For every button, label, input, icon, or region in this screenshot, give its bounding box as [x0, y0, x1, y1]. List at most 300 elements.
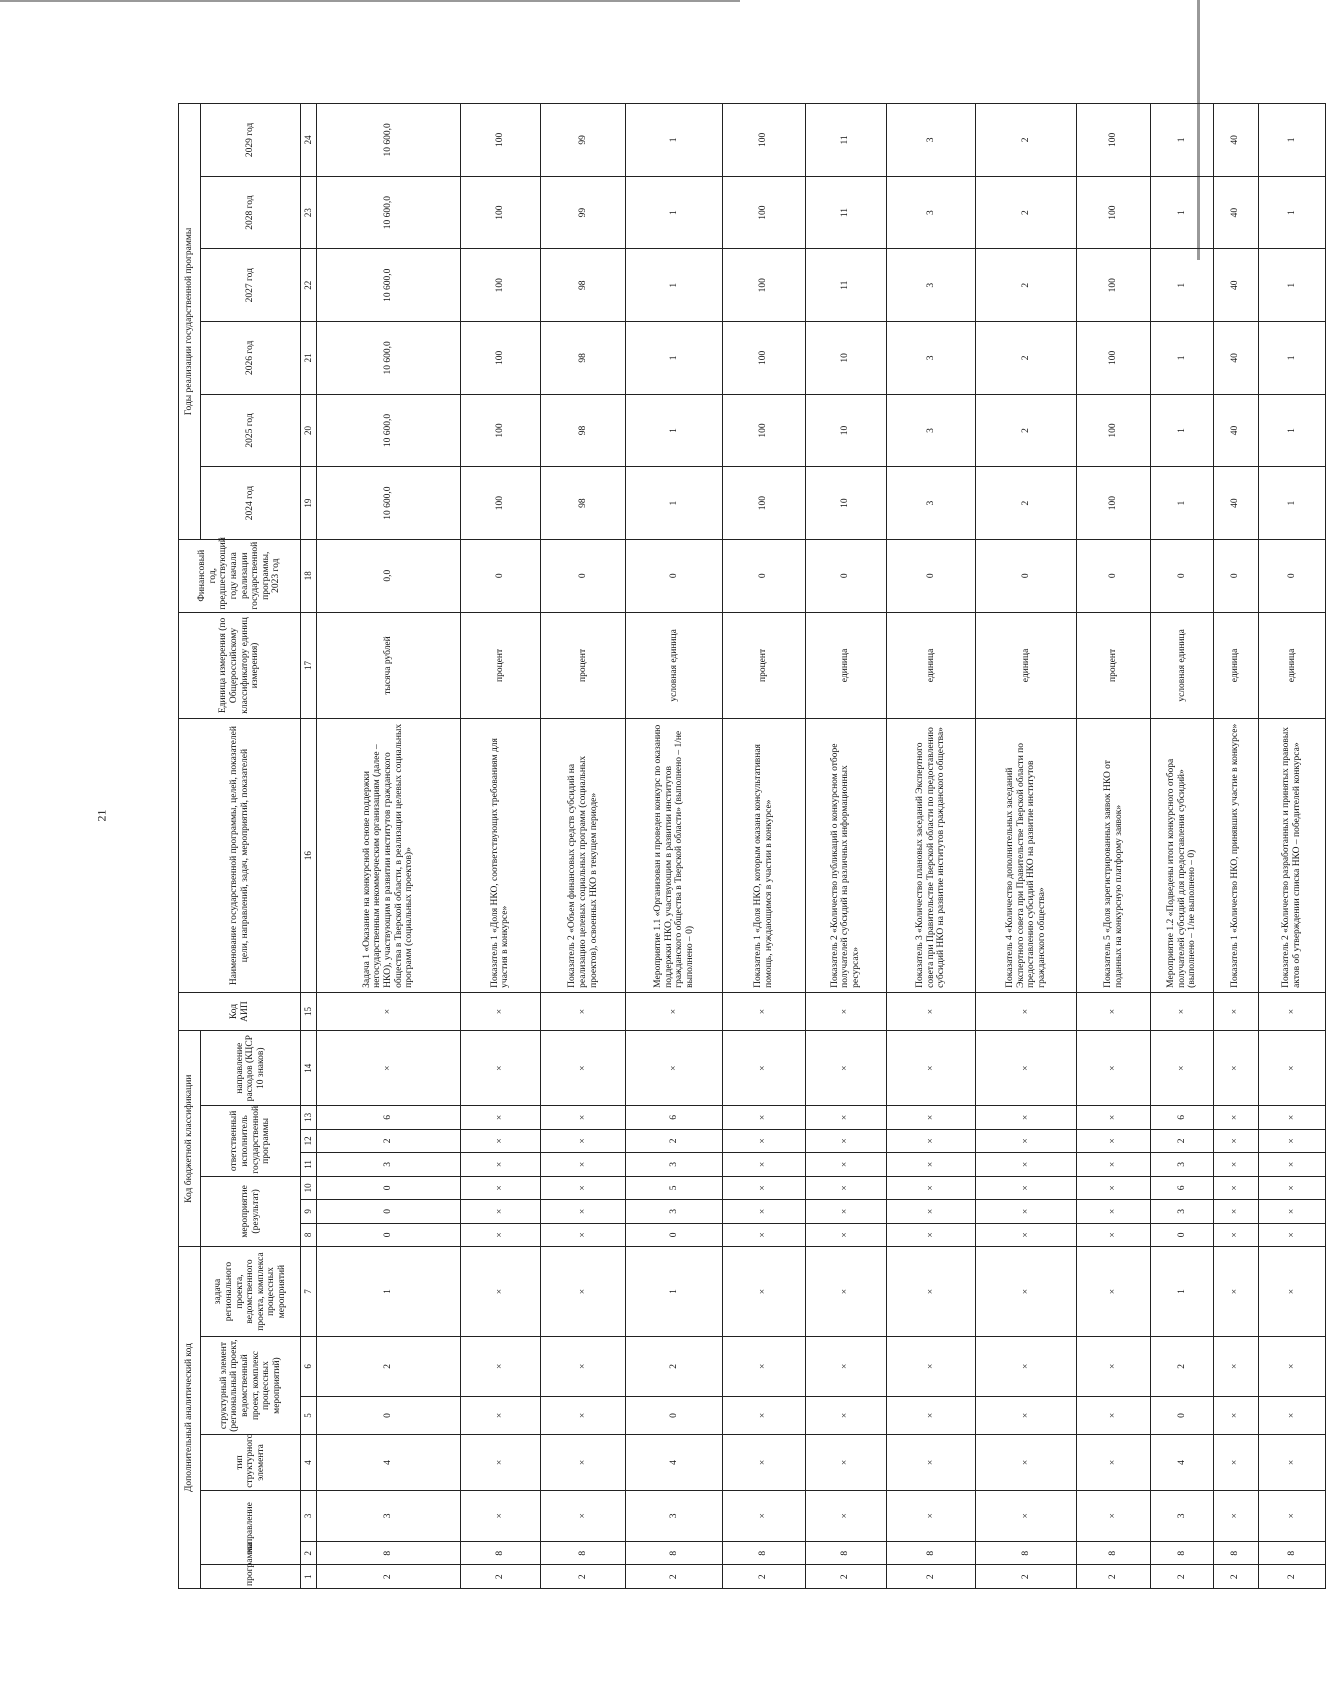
- code-cell: ×: [722, 1153, 805, 1177]
- code-cell: ×: [460, 1106, 541, 1130]
- code-cell: 2: [626, 1565, 722, 1589]
- code-cell: ×: [1213, 1247, 1258, 1337]
- code-cell: 2: [886, 1565, 976, 1589]
- column-number: 15: [301, 992, 317, 1030]
- code-cell: ×: [976, 1247, 1077, 1337]
- code-cell: 2: [805, 1565, 886, 1589]
- code-cell: ×: [1258, 1129, 1325, 1153]
- base-year-value-cell: 0: [541, 539, 626, 612]
- code-cell: ×: [805, 992, 886, 1030]
- code-cell: ×: [1077, 1106, 1151, 1130]
- code-cell: 2: [626, 1129, 722, 1153]
- base-year-header: Финансовый год, предшествующий году начала реализации государственной программы, 2023 год: [179, 539, 301, 612]
- code-cell: ×: [976, 992, 1077, 1030]
- code-cell: ×: [1151, 1031, 1214, 1106]
- code-cell: ×: [976, 1176, 1077, 1200]
- code-cell: ×: [805, 1435, 886, 1491]
- code-cell: 8: [1077, 1542, 1151, 1566]
- year-value-cell: 100: [722, 394, 805, 467]
- column-number: 5: [301, 1396, 317, 1434]
- code-cell: 0: [1151, 1396, 1214, 1434]
- unit-cell: единица: [1258, 612, 1325, 719]
- code-cell: ×: [886, 1247, 976, 1337]
- code-cell: 1: [1151, 1247, 1214, 1337]
- code-cell: ×: [722, 1106, 805, 1130]
- code-cell: 8: [541, 1542, 626, 1566]
- code-cell: 8: [1151, 1542, 1214, 1566]
- base-year-value-cell: 0: [460, 539, 541, 612]
- year-value-cell: 100: [722, 249, 805, 322]
- code-cell: 8: [722, 1542, 805, 1566]
- year-value-cell: 100: [460, 176, 541, 249]
- code-cell: ×: [460, 1247, 541, 1337]
- year-2029-header: 2029 год: [201, 104, 301, 177]
- year-value-cell: 100: [460, 467, 541, 540]
- code-cell: 0: [317, 1200, 461, 1224]
- code-cell: 2: [317, 1129, 461, 1153]
- indicator-name-cell: Показатель 2 «Объем финансовых средств субсидий на реализацию целевых социальных программ (социальных проектов), освоенных НКО в текущем периоде»: [541, 719, 626, 992]
- column-number: 10: [301, 1176, 317, 1200]
- year-value-cell: 3: [886, 467, 976, 540]
- program-header: программа: [201, 1565, 301, 1589]
- indicator-name-cell: Показатель 2 «Количество разработанных и принятых правовых актов об утверждении списка НКО – победителей конкурса»: [1258, 719, 1325, 992]
- year-value-cell: 100: [722, 322, 805, 395]
- page-number: 21: [94, 809, 109, 822]
- code-cell: ×: [1258, 1176, 1325, 1200]
- code-cell: ×: [722, 1336, 805, 1396]
- rotated-table-container: [178, 103, 1326, 1589]
- code-cell: ×: [1258, 1336, 1325, 1396]
- code-cell: ×: [1077, 1176, 1151, 1200]
- code-cell: 2: [541, 1565, 626, 1589]
- code-cell: ×: [460, 1396, 541, 1434]
- year-value-cell: 1: [626, 104, 722, 177]
- year-2024-header: 2024 год: [201, 467, 301, 540]
- code-cell: ×: [1258, 1490, 1325, 1541]
- code-cell: 2: [976, 1565, 1077, 1589]
- year-value-cell: 10 600,0: [317, 467, 461, 540]
- code-cell: 2: [626, 1336, 722, 1396]
- code-cell: ×: [460, 1129, 541, 1153]
- code-cell: ×: [1258, 1435, 1325, 1491]
- code-cell: ×: [805, 1200, 886, 1224]
- code-cell: ×: [805, 1153, 886, 1177]
- year-value-cell: 11: [805, 104, 886, 177]
- column-number: 16: [301, 719, 317, 992]
- year-value-cell: 98: [541, 467, 626, 540]
- code-cell: ×: [1077, 1200, 1151, 1224]
- code-cell: ×: [886, 1435, 976, 1491]
- column-number: 23: [301, 176, 317, 249]
- unit-cell: тысяча рублей: [317, 612, 461, 719]
- unit-cell: условная единица: [626, 612, 722, 719]
- code-cell: 4: [317, 1435, 461, 1491]
- code-cell: ×: [541, 1200, 626, 1224]
- code-cell: ×: [1258, 1200, 1325, 1224]
- code-cell: ×: [541, 1435, 626, 1491]
- code-cell: 0: [317, 1396, 461, 1434]
- indicator-name-cell: Задача 1 «Оказание на конкурсной основе поддержки негосударственным некоммерческим организациям (далее – НКО), участвующим в развитии институтов гражданского общества в Тверской области, в реализации целевых социальных программ (социальных проектов)»: [317, 719, 461, 992]
- code-cell: ×: [1151, 992, 1214, 1030]
- base-year-value-cell: 0: [1213, 539, 1258, 612]
- code-cell: 6: [317, 1106, 461, 1130]
- unit-cell: процент: [541, 612, 626, 719]
- base-year-value-cell: 0: [976, 539, 1077, 612]
- year-value-cell: 100: [460, 322, 541, 395]
- column-number: 2: [301, 1542, 317, 1566]
- column-number: 6: [301, 1336, 317, 1396]
- code-cell: 8: [317, 1542, 461, 1566]
- year-value-cell: 10 600,0: [317, 176, 461, 249]
- code-cell: ×: [1077, 1336, 1151, 1396]
- year-value-cell: 10: [805, 322, 886, 395]
- year-value-cell: 1: [626, 249, 722, 322]
- table-row: [626, 104, 722, 1589]
- indicator-name-cell: Показатель 1 «Количество НКО, принявших участие в конкурсе»: [1213, 719, 1258, 992]
- column-number: 18: [301, 539, 317, 612]
- code-cell: ×: [886, 1223, 976, 1247]
- code-cell: ×: [460, 992, 541, 1030]
- code-cell: ×: [541, 1396, 626, 1434]
- column-number: 9: [301, 1200, 317, 1224]
- code-cell: ×: [886, 1200, 976, 1224]
- year-value-cell: 100: [722, 176, 805, 249]
- code-cell: ×: [805, 1490, 886, 1541]
- code-cell: ×: [976, 1396, 1077, 1434]
- year-value-cell: 10: [805, 394, 886, 467]
- indicator-name-cell: Показатель 5 «Доля зарегистрированных заявок НКО от поданных на конкурсную платформу заявок»: [1077, 719, 1151, 992]
- code-cell: ×: [976, 1106, 1077, 1130]
- year-value-cell: 1: [1151, 467, 1214, 540]
- year-value-cell: 40: [1213, 322, 1258, 395]
- year-value-cell: 3: [886, 394, 976, 467]
- code-cell: ×: [1213, 1153, 1258, 1177]
- code-cell: 3: [626, 1153, 722, 1177]
- code-cell: ×: [541, 1490, 626, 1541]
- code-cell: ×: [722, 1200, 805, 1224]
- year-value-cell: 100: [1077, 249, 1151, 322]
- base-year-value-cell: 0: [805, 539, 886, 612]
- code-cell: ×: [1213, 1490, 1258, 1541]
- code-cell: ×: [886, 1153, 976, 1177]
- code-cell: ×: [886, 1336, 976, 1396]
- year-value-cell: 1: [626, 322, 722, 395]
- code-cell: ×: [976, 1336, 1077, 1396]
- code-cell: ×: [886, 992, 976, 1030]
- code-cell: ×: [1213, 1396, 1258, 1434]
- code-cell: ×: [1077, 1129, 1151, 1153]
- code-cell: 1: [317, 1247, 461, 1337]
- code-cell: 6: [626, 1106, 722, 1130]
- indicator-name-cell: Показатель 4 «Количество дополнительных заседаний Экспертного совета при Правительстве Тверской области по предоставлению субсидий НКО на развитие институтов гражданского общества»: [976, 719, 1077, 992]
- unit-header: Единица измерения (по Общероссийскому классификатору единиц измерения): [179, 612, 301, 719]
- code-cell: 0: [1151, 1223, 1214, 1247]
- year-value-cell: 10 600,0: [317, 104, 461, 177]
- column-number: 22: [301, 249, 317, 322]
- table-row: [805, 104, 886, 1589]
- year-value-cell: 1: [626, 394, 722, 467]
- code-cell: 3: [317, 1490, 461, 1541]
- code-cell: ×: [1258, 1106, 1325, 1130]
- year-value-cell: 3: [886, 176, 976, 249]
- code-cell: ×: [1258, 1396, 1325, 1434]
- direction-header: направление: [201, 1490, 301, 1565]
- unit-cell: процент: [460, 612, 541, 719]
- code-cell: 3: [1151, 1490, 1214, 1541]
- code-cell: ×: [886, 1490, 976, 1541]
- code-cell: ×: [460, 1200, 541, 1224]
- column-number: 1: [301, 1565, 317, 1589]
- code-cell: ×: [317, 1031, 461, 1106]
- code-cell: 0: [626, 1396, 722, 1434]
- code-cell: ×: [722, 1490, 805, 1541]
- code-cell: ×: [1077, 992, 1151, 1030]
- code-cell: 3: [626, 1200, 722, 1224]
- code-cell: 6: [1151, 1106, 1214, 1130]
- column-number: 24: [301, 104, 317, 177]
- code-cell: 3: [317, 1153, 461, 1177]
- column-number: 19: [301, 467, 317, 540]
- code-cell: 4: [1151, 1435, 1214, 1491]
- code-cell: 4: [626, 1435, 722, 1491]
- code-cell: ×: [1213, 1031, 1258, 1106]
- code-cell: ×: [1213, 1106, 1258, 1130]
- code-cell: ×: [541, 1176, 626, 1200]
- year-value-cell: 1: [1258, 394, 1325, 467]
- code-cell: 0: [626, 1223, 722, 1247]
- year-value-cell: 100: [1077, 104, 1151, 177]
- code-cell: ×: [1213, 1200, 1258, 1224]
- element-type-header: тип структурного элемента: [201, 1435, 301, 1491]
- years-group-header: Годы реализации государственной программы: [179, 104, 201, 540]
- code-cell: ×: [805, 1129, 886, 1153]
- year-value-cell: 98: [541, 394, 626, 467]
- year-value-cell: 1: [1258, 176, 1325, 249]
- code-cell: 2: [1213, 1565, 1258, 1589]
- code-cell: ×: [460, 1223, 541, 1247]
- base-year-value-cell: 0,0: [317, 539, 461, 612]
- code-cell: ×: [722, 992, 805, 1030]
- indicator-name-cell: Показатель 1 «Доля НКО, соответствующих требованиям для участия в конкурсе»: [460, 719, 541, 992]
- code-cell: ×: [886, 1031, 976, 1106]
- code-cell: ×: [1213, 992, 1258, 1030]
- column-number: 20: [301, 394, 317, 467]
- code-cell: ×: [1258, 1247, 1325, 1337]
- year-value-cell: 1: [626, 467, 722, 540]
- name-header: Наименование государственной программы, целей, показателей цели, направлений, задач, мероприятий, показателей: [179, 719, 301, 992]
- code-cell: ×: [1077, 1153, 1151, 1177]
- code-cell: ×: [805, 1336, 886, 1396]
- indicator-name-cell: Показатель 3 «Количество плановых заседаний Экспертного совета при Правительстве Тверской области по предоставлению субсидий НКО на развитие институтов гражданского общества»: [886, 719, 976, 992]
- code-cell: 3: [626, 1490, 722, 1541]
- year-value-cell: 2: [976, 176, 1077, 249]
- table-row: [460, 104, 541, 1589]
- code-cell: ×: [722, 1129, 805, 1153]
- table-row: [1213, 104, 1258, 1589]
- expense-direction-header: направление расходов (КЦСР 10 знаков): [201, 1031, 301, 1106]
- code-cell: ×: [886, 1176, 976, 1200]
- aip-code-header: Код АИП: [179, 992, 301, 1030]
- year-value-cell: 1: [1258, 104, 1325, 177]
- year-2028-header: 2028 год: [201, 176, 301, 249]
- year-value-cell: 3: [886, 104, 976, 177]
- code-cell: ×: [541, 1106, 626, 1130]
- year-value-cell: 2: [976, 467, 1077, 540]
- code-cell: ×: [460, 1153, 541, 1177]
- code-cell: 0: [317, 1176, 461, 1200]
- code-cell: 8: [805, 1542, 886, 1566]
- code-cell: ×: [722, 1176, 805, 1200]
- code-cell: ×: [1213, 1129, 1258, 1153]
- code-cell: 1: [626, 1247, 722, 1337]
- indicator-name-cell: Показатель 2 «Количество публикаций о конкурсном отборе получателей субсидий на различных информационных ресурсах»: [805, 719, 886, 992]
- column-number: 13: [301, 1106, 317, 1130]
- code-cell: ×: [460, 1336, 541, 1396]
- analytic-code-header: Дополнительный аналитический код: [179, 1247, 201, 1589]
- year-value-cell: 100: [1077, 467, 1151, 540]
- code-cell: ×: [541, 1247, 626, 1337]
- year-value-cell: 1: [1151, 104, 1214, 177]
- unit-cell: единица: [1213, 612, 1258, 719]
- year-value-cell: 100: [460, 394, 541, 467]
- code-cell: ×: [976, 1129, 1077, 1153]
- code-cell: ×: [1258, 1153, 1325, 1177]
- code-cell: 2: [1258, 1565, 1325, 1589]
- code-cell: ×: [626, 992, 722, 1030]
- year-value-cell: 40: [1213, 104, 1258, 177]
- code-cell: ×: [805, 1106, 886, 1130]
- code-cell: ×: [976, 1200, 1077, 1224]
- code-cell: ×: [1077, 1490, 1151, 1541]
- code-cell: ×: [317, 992, 461, 1030]
- code-cell: ×: [1077, 1247, 1151, 1337]
- code-cell: ×: [805, 1176, 886, 1200]
- year-value-cell: 1: [1151, 394, 1214, 467]
- code-cell: ×: [722, 1223, 805, 1247]
- column-number: 4: [301, 1435, 317, 1491]
- year-value-cell: 100: [460, 104, 541, 177]
- unit-cell: единица: [805, 612, 886, 719]
- year-value-cell: 99: [541, 176, 626, 249]
- code-cell: ×: [1077, 1396, 1151, 1434]
- code-cell: ×: [805, 1223, 886, 1247]
- table-row: [976, 104, 1077, 1589]
- year-value-cell: 100: [1077, 176, 1151, 249]
- code-cell: ×: [722, 1031, 805, 1106]
- code-cell: ×: [722, 1396, 805, 1434]
- column-number: 14: [301, 1031, 317, 1106]
- code-cell: 6: [1151, 1176, 1214, 1200]
- code-cell: ×: [541, 1153, 626, 1177]
- code-cell: ×: [541, 1129, 626, 1153]
- unit-cell: процент: [722, 612, 805, 719]
- scan-top-edge: [0, 0, 740, 2]
- code-cell: ×: [1213, 1336, 1258, 1396]
- year-2026-header: 2026 год: [201, 322, 301, 395]
- year-value-cell: 98: [541, 322, 626, 395]
- year-value-cell: 1: [1151, 176, 1214, 249]
- code-cell: ×: [886, 1106, 976, 1130]
- year-value-cell: 11: [805, 249, 886, 322]
- base-year-value-cell: 0: [1151, 539, 1214, 612]
- code-cell: ×: [976, 1153, 1077, 1177]
- year-value-cell: 1: [1151, 322, 1214, 395]
- code-cell: ×: [722, 1247, 805, 1337]
- code-cell: ×: [805, 1247, 886, 1337]
- table-row: [1077, 104, 1151, 1589]
- executor-header: ответственный исполнитель государственной программы: [201, 1106, 301, 1177]
- column-number: 3: [301, 1490, 317, 1541]
- code-cell: ×: [1213, 1223, 1258, 1247]
- base-year-value-cell: 0: [722, 539, 805, 612]
- code-cell: 8: [886, 1542, 976, 1566]
- code-cell: ×: [1258, 1223, 1325, 1247]
- task-header: задача регионального проекта, ведомственного проекта, комплекса процессных мероприятий: [201, 1247, 301, 1337]
- unit-cell: условная единица: [1151, 612, 1214, 719]
- program-indicators-table: [178, 103, 1326, 1589]
- unit-cell: процент: [1077, 612, 1151, 719]
- table-row: [541, 104, 626, 1589]
- structural-element-header: структурный элемент (региональный проект, ведомственный проект, комплекс процессных мероприятий): [201, 1336, 301, 1434]
- year-value-cell: 1: [1258, 467, 1325, 540]
- code-cell: 8: [460, 1542, 541, 1566]
- year-value-cell: 40: [1213, 249, 1258, 322]
- base-year-value-cell: 0: [1077, 539, 1151, 612]
- code-cell: ×: [722, 1435, 805, 1491]
- table-row: [1258, 104, 1325, 1589]
- code-cell: 2: [317, 1336, 461, 1396]
- table-body: [317, 104, 1326, 1589]
- column-number: 21: [301, 322, 317, 395]
- code-cell: ×: [886, 1129, 976, 1153]
- year-value-cell: 100: [460, 249, 541, 322]
- column-number-row: [301, 104, 317, 1589]
- code-cell: 3: [1151, 1200, 1214, 1224]
- indicator-name-cell: Мероприятие 1.1 «Организован и проведен конкурс по оказанию поддержки НКО, участвующим в развитии институтов гражданского общества в Тверской области» (выполнено – 1/не выполнено – 0): [626, 719, 722, 992]
- base-year-value-cell: 0: [1258, 539, 1325, 612]
- code-cell: ×: [805, 1396, 886, 1434]
- table-row: [886, 104, 976, 1589]
- unit-cell: единица: [886, 612, 976, 719]
- code-cell: 5: [626, 1176, 722, 1200]
- base-year-value-cell: 0: [626, 539, 722, 612]
- year-value-cell: 100: [1077, 394, 1151, 467]
- code-cell: ×: [460, 1435, 541, 1491]
- year-value-cell: 40: [1213, 467, 1258, 540]
- base-year-value-cell: 0: [886, 539, 976, 612]
- year-value-cell: 99: [541, 104, 626, 177]
- year-value-cell: 10 600,0: [317, 249, 461, 322]
- code-cell: ×: [886, 1396, 976, 1434]
- year-value-cell: 10: [805, 467, 886, 540]
- code-cell: ×: [976, 1223, 1077, 1247]
- year-value-cell: 40: [1213, 176, 1258, 249]
- code-cell: 8: [976, 1542, 1077, 1566]
- year-value-cell: 1: [626, 176, 722, 249]
- code-cell: 2: [1151, 1129, 1214, 1153]
- code-cell: 8: [1258, 1542, 1325, 1566]
- year-value-cell: 2: [976, 322, 1077, 395]
- code-cell: ×: [1213, 1435, 1258, 1491]
- table-row: [1151, 104, 1214, 1589]
- column-number: 17: [301, 612, 317, 719]
- code-cell: 0: [317, 1223, 461, 1247]
- code-cell: 2: [1151, 1565, 1214, 1589]
- year-value-cell: 11: [805, 176, 886, 249]
- year-value-cell: 1: [1258, 249, 1325, 322]
- year-value-cell: 40: [1213, 394, 1258, 467]
- year-value-cell: 10 600,0: [317, 322, 461, 395]
